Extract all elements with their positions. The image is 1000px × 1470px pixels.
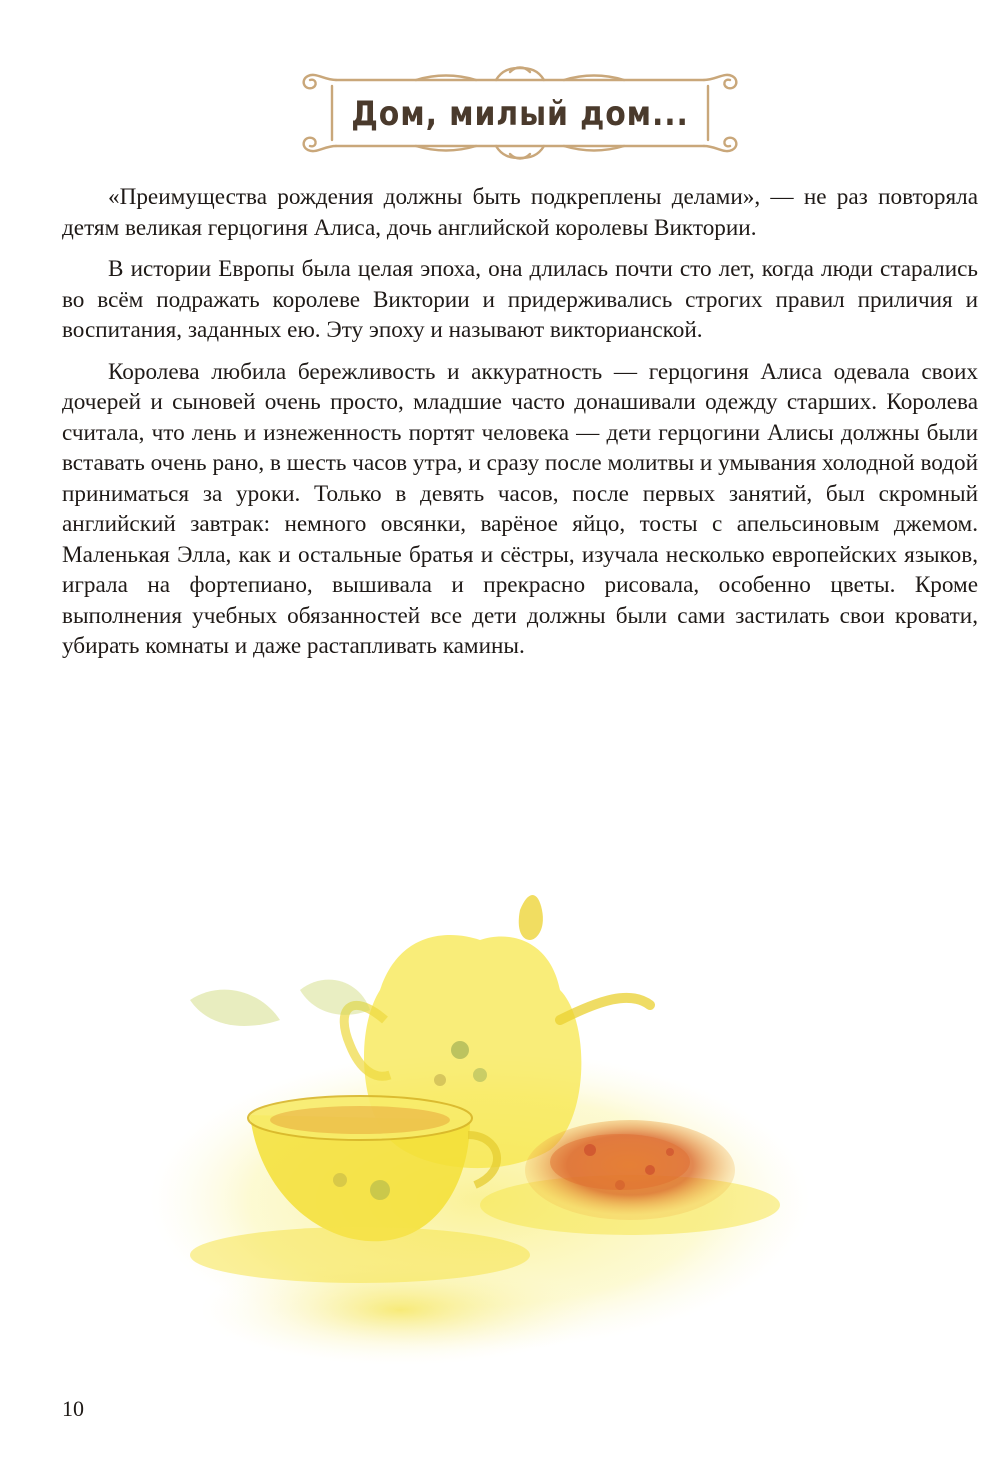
page-title: Дом, милый дом... bbox=[351, 94, 689, 134]
page-number: 10 bbox=[62, 1396, 84, 1421]
paragraph-1: «Преимущества рождения должны быть подкреплены делами», — не раз повторяла детям великая герцогиня Алиса, дочь английской королевы Виктории. bbox=[62, 184, 978, 241]
paragraph-3: Королева любила бережливость и аккуратность — герцогиня Алиса одевала своих дочерей и сыновей очень просто, младшие часто донашивали одежду старших. Королева считала, что лень и изнеженность портят человека — дети герцогини Алисы должны были вставать очень рано, в шесть часов утра, и сразу после молитвы и умывания холодной водой приниматься за уроки. Только в девять часов, после первых занятий, был скромный английский завтрак: немного овсянки, варёное яйцо, тосты с апельсиновым джемом. Маленькая Элла, как и остальные братья и сёстры, изучала несколько европейских языков, играла на фортепиано, вышивала и прекрасно рисовала, особенно цветы. Кроме выполнения учебных обязанностей все дети должны были сами застилать свои кровати, убирать комнаты и даже растапливать камины. bbox=[62, 358, 978, 659]
title-frame bbox=[296, 58, 744, 168]
tea-set-illustration bbox=[150, 870, 850, 1370]
paragraph-2: В истории Европы была целая эпоха, она длилась почти сто лет, когда люди старались во всём подражать королеве Виктории и придерживались строгих правил приличия и воспитания, заданных ею. Эту эпоху и называют викторианской. bbox=[62, 256, 978, 343]
body-text bbox=[62, 182, 978, 662]
teapot-teacup-pastry-watercolor-icon bbox=[150, 870, 850, 1370]
